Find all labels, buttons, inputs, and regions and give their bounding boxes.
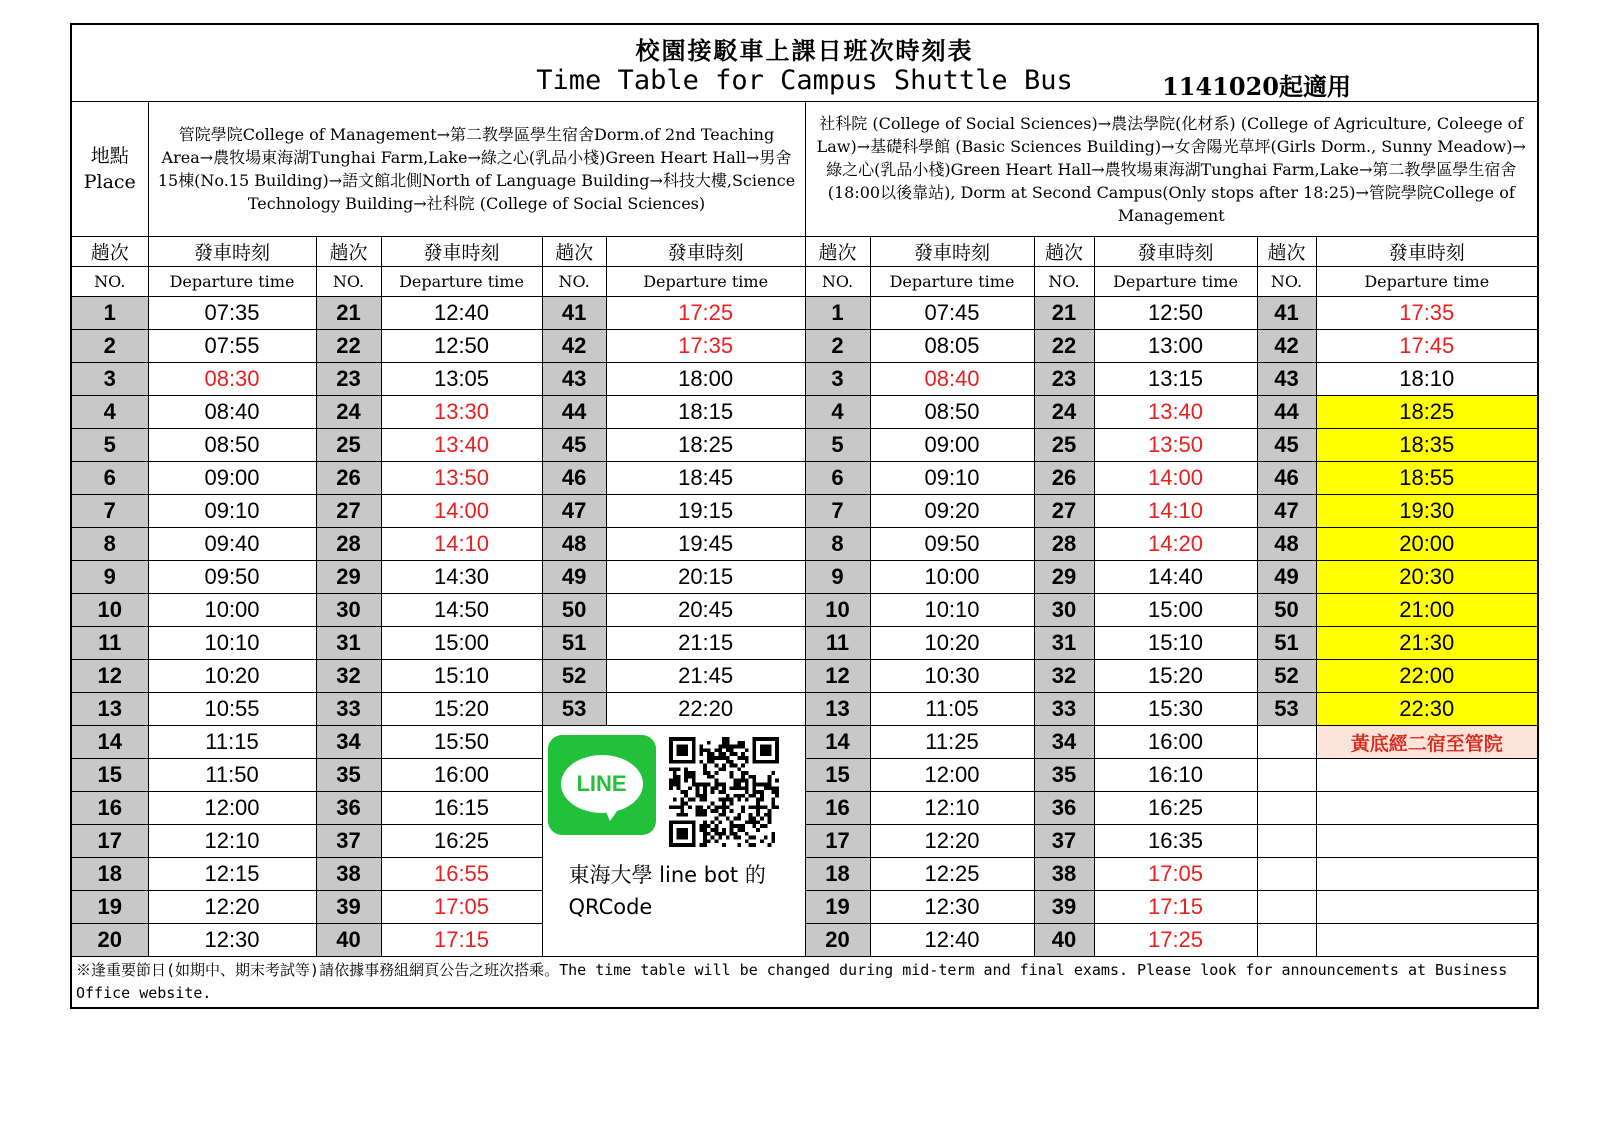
departure-time: 12:10 (870, 792, 1034, 825)
departure-time: 17:15 (381, 924, 542, 957)
trip-number: 16 (805, 792, 870, 825)
departure-time: 18:45 (606, 462, 805, 495)
qr-caption (569, 859, 766, 923)
trip-number: 45 (1257, 429, 1316, 462)
departure-time: 18:10 (1316, 363, 1538, 396)
departure-time: 12:00 (148, 792, 316, 825)
trip-number: 17 (71, 825, 148, 858)
trip-number: 39 (1034, 891, 1094, 924)
trip-number: 30 (316, 594, 381, 627)
table-row (71, 528, 1538, 561)
header-time-en: Departure time (1316, 267, 1538, 297)
departure-time: 15:20 (381, 693, 542, 726)
trip-number: 36 (1034, 792, 1094, 825)
table-row (71, 396, 1538, 429)
trip-number: 7 (71, 495, 148, 528)
departure-time: 15:10 (1094, 627, 1257, 660)
departure-time: 15:00 (381, 627, 542, 660)
trip-number: 47 (542, 495, 606, 528)
departure-time: 12:25 (870, 858, 1034, 891)
departure-time: 08:50 (148, 429, 316, 462)
trip-number: 33 (1034, 693, 1094, 726)
departure-time: 15:30 (1094, 693, 1257, 726)
trip-number: 50 (1257, 594, 1316, 627)
trip-number: 32 (1034, 660, 1094, 693)
line-logo-icon (548, 735, 656, 835)
trip-number: 19 (805, 891, 870, 924)
effective-date: 1141020起適用 (1162, 72, 1351, 101)
trip-number: 50 (542, 594, 606, 627)
empty-cell (1257, 759, 1316, 792)
table-row (71, 330, 1538, 363)
trip-number: 34 (316, 726, 381, 759)
table-row (71, 561, 1538, 594)
trip-number: 53 (1257, 693, 1316, 726)
header-no-en: NO. (542, 267, 606, 297)
trip-number: 46 (542, 462, 606, 495)
departure-time: 21:30 (1316, 627, 1538, 660)
departure-time: 10:20 (870, 627, 1034, 660)
title-chinese: 校園接駁車上課日班次時刻表 (635, 36, 974, 65)
table-row (71, 495, 1538, 528)
trip-number: 38 (1034, 858, 1094, 891)
empty-cell (1257, 726, 1316, 759)
departure-time: 17:05 (1094, 858, 1257, 891)
departure-time: 13:00 (1094, 330, 1257, 363)
trip-number: 5 (71, 429, 148, 462)
header-time-zh: 發車時刻 (606, 237, 805, 267)
departure-time: 10:30 (870, 660, 1034, 693)
trip-number: 15 (71, 759, 148, 792)
title-block (71, 24, 1538, 102)
header-no-en: NO. (1257, 267, 1316, 297)
departure-time: 18:55 (1316, 462, 1538, 495)
trip-number: 26 (316, 462, 381, 495)
departure-time: 12:30 (148, 924, 316, 957)
empty-cell (1316, 924, 1538, 957)
trip-number: 11 (805, 627, 870, 660)
trip-number: 52 (542, 660, 606, 693)
departure-time: 22:30 (1316, 693, 1538, 726)
trip-number: 48 (542, 528, 606, 561)
empty-cell (1257, 858, 1316, 891)
empty-cell (1257, 825, 1316, 858)
trip-number: 17 (805, 825, 870, 858)
trip-number: 37 (1034, 825, 1094, 858)
departure-time: 19:30 (1316, 495, 1538, 528)
departure-time: 13:30 (381, 396, 542, 429)
empty-cell (1316, 891, 1538, 924)
departure-time: 17:35 (1316, 297, 1538, 330)
header-no-zh: 趟次 (71, 237, 148, 267)
trip-number: 32 (316, 660, 381, 693)
empty-cell (1316, 858, 1538, 891)
departure-time: 19:15 (606, 495, 805, 528)
departure-time: 18:00 (606, 363, 805, 396)
departure-time: 17:05 (381, 891, 542, 924)
departure-time: 20:15 (606, 561, 805, 594)
departure-time: 22:20 (606, 693, 805, 726)
trip-number: 9 (71, 561, 148, 594)
footer-note: ※逢重要節日(如期中、期末考試等)請依據事務組網頁公告之班次搭乘。The time table will be changed during mid-term and final exams. Please look for announcements at Business Office website. (71, 957, 1538, 1009)
trip-number: 14 (71, 726, 148, 759)
trip-number: 34 (1034, 726, 1094, 759)
departure-time: 14:20 (1094, 528, 1257, 561)
departure-time: 08:05 (870, 330, 1034, 363)
table-row (71, 462, 1538, 495)
line-bot-qr-block (542, 726, 805, 957)
table-row (71, 693, 1538, 726)
header-time-en: Departure time (381, 267, 542, 297)
trip-number: 12 (71, 660, 148, 693)
departure-time: 10:10 (870, 594, 1034, 627)
departure-time: 08:40 (148, 396, 316, 429)
departure-time: 14:10 (1094, 495, 1257, 528)
departure-time: 08:40 (870, 363, 1034, 396)
header-time-en: Departure time (1094, 267, 1257, 297)
departure-time: 16:25 (1094, 792, 1257, 825)
departure-time: 14:50 (381, 594, 542, 627)
departure-time: 14:40 (1094, 561, 1257, 594)
departure-time: 17:15 (1094, 891, 1257, 924)
trip-number: 41 (1257, 297, 1316, 330)
table-row (71, 594, 1538, 627)
yellow-highlight-note: 黃底經二宿至管院 (1316, 726, 1538, 759)
departure-time: 13:50 (381, 462, 542, 495)
trip-number: 3 (71, 363, 148, 396)
departure-time: 13:50 (1094, 429, 1257, 462)
departure-time: 21:45 (606, 660, 805, 693)
trip-number: 44 (542, 396, 606, 429)
trip-number: 19 (71, 891, 148, 924)
departure-time: 13:40 (381, 429, 542, 462)
trip-number: 29 (1034, 561, 1094, 594)
departure-time: 10:00 (870, 561, 1034, 594)
departure-time: 20:00 (1316, 528, 1538, 561)
departure-time: 16:15 (381, 792, 542, 825)
trip-number: 28 (316, 528, 381, 561)
trip-number: 40 (316, 924, 381, 957)
trip-number: 1 (805, 297, 870, 330)
departure-time: 12:40 (381, 297, 542, 330)
departure-time: 12:40 (870, 924, 1034, 957)
header-no-zh: 趟次 (316, 237, 381, 267)
departure-time: 13:15 (1094, 363, 1257, 396)
trip-number: 11 (71, 627, 148, 660)
trip-number: 40 (1034, 924, 1094, 957)
empty-cell (1316, 825, 1538, 858)
trip-number: 39 (316, 891, 381, 924)
trip-number: 46 (1257, 462, 1316, 495)
departure-time: 16:00 (1094, 726, 1257, 759)
trip-number: 18 (805, 858, 870, 891)
departure-time: 09:50 (870, 528, 1034, 561)
trip-number: 8 (805, 528, 870, 561)
trip-number: 45 (542, 429, 606, 462)
trip-number: 42 (542, 330, 606, 363)
trip-number: 43 (542, 363, 606, 396)
departure-time: 10:55 (148, 693, 316, 726)
departure-time: 09:20 (870, 495, 1034, 528)
departure-time: 17:45 (1316, 330, 1538, 363)
trip-number: 12 (805, 660, 870, 693)
departure-time: 21:00 (1316, 594, 1538, 627)
departure-time: 12:30 (870, 891, 1034, 924)
header-no-zh: 趟次 (1034, 237, 1094, 267)
route-right: 社科院 (College of Social Sciences)→農法學院(化材系) (College of Agriculture, Coleege of Law)→基礎科學館 (Basic Sciences Building)→女舍陽光草坪(Girls Dorm., Sunny Meadow)→綠之心(乳品小棧)Green Heart Hall→農牧場東海湖Tunghai Farm,Lake→第二教學區學生宿舍(18:00以後靠站), Dorm at Second Campus(Only stops after 18:25)→管院學院College of Management (805, 102, 1538, 237)
trip-number: 13 (805, 693, 870, 726)
trip-number: 8 (71, 528, 148, 561)
qr-code-icon[interactable] (669, 737, 779, 847)
trip-number: 51 (1257, 627, 1316, 660)
departure-time: 09:40 (148, 528, 316, 561)
departure-time: 15:00 (1094, 594, 1257, 627)
line-logo-text: LINE (576, 771, 627, 796)
header-time-zh: 發車時刻 (381, 237, 542, 267)
departure-time: 11:15 (148, 726, 316, 759)
departure-time: 17:25 (606, 297, 805, 330)
departure-time: 12:50 (1094, 297, 1257, 330)
qr-caption-line2: QRCode (568, 895, 653, 919)
departure-time: 14:00 (381, 495, 542, 528)
trip-number: 48 (1257, 528, 1316, 561)
header-no-en: NO. (71, 267, 148, 297)
departure-time: 09:10 (870, 462, 1034, 495)
table-row (71, 363, 1538, 396)
trip-number: 2 (71, 330, 148, 363)
departure-time: 16:10 (1094, 759, 1257, 792)
departure-time: 12:00 (870, 759, 1034, 792)
header-time-en: Departure time (870, 267, 1034, 297)
table-row (71, 726, 1538, 759)
header-time-en: Departure time (606, 267, 805, 297)
trip-number: 25 (316, 429, 381, 462)
trip-number: 6 (805, 462, 870, 495)
trip-number: 49 (542, 561, 606, 594)
trip-number: 21 (1034, 297, 1094, 330)
trip-number: 26 (1034, 462, 1094, 495)
departure-time: 16:35 (1094, 825, 1257, 858)
departure-time: 18:35 (1316, 429, 1538, 462)
trip-number: 33 (316, 693, 381, 726)
departure-time: 16:00 (381, 759, 542, 792)
header-no-en: NO. (316, 267, 381, 297)
departure-time: 09:00 (870, 429, 1034, 462)
departure-time: 07:55 (148, 330, 316, 363)
departure-time: 18:25 (606, 429, 805, 462)
header-time-zh: 發車時刻 (1316, 237, 1538, 267)
departure-time: 07:35 (148, 297, 316, 330)
trip-number: 31 (316, 627, 381, 660)
place-label-en: Place (83, 171, 136, 193)
table-row (71, 429, 1538, 462)
departure-time: 15:50 (381, 726, 542, 759)
departure-time: 13:05 (381, 363, 542, 396)
trip-number: 31 (1034, 627, 1094, 660)
trip-number: 35 (1034, 759, 1094, 792)
trip-number: 9 (805, 561, 870, 594)
route-left: 管院學院College of Management→第二教學區學生宿舍Dorm.of 2nd Teaching Area→農牧場東海湖Tunghai Farm,Lake→綠之心(乳品小棧)Green Heart Hall→男舍15棟(No.15 Building)→語文館北側North of Language Building→科技大樓,Science Technology Building→社科院 (College of Social Sciences) (148, 102, 805, 237)
departure-time: 08:30 (148, 363, 316, 396)
trip-number: 22 (316, 330, 381, 363)
header-time-zh: 發車時刻 (1094, 237, 1257, 267)
departure-time: 13:40 (1094, 396, 1257, 429)
trip-number: 5 (805, 429, 870, 462)
trip-number: 3 (805, 363, 870, 396)
departure-time: 09:00 (148, 462, 316, 495)
departure-time: 12:10 (148, 825, 316, 858)
trip-number: 15 (805, 759, 870, 792)
header-no-en: NO. (1034, 267, 1094, 297)
trip-number: 53 (542, 693, 606, 726)
departure-time: 20:45 (606, 594, 805, 627)
table-row (71, 297, 1538, 330)
header-no-zh: 趟次 (1257, 237, 1316, 267)
trip-number: 14 (805, 726, 870, 759)
departure-time: 12:50 (381, 330, 542, 363)
departure-time: 17:35 (606, 330, 805, 363)
trip-number: 44 (1257, 396, 1316, 429)
empty-cell (1316, 759, 1538, 792)
trip-number: 4 (71, 396, 148, 429)
trip-number: 21 (316, 297, 381, 330)
departure-time: 21:15 (606, 627, 805, 660)
trip-number: 38 (316, 858, 381, 891)
departure-time: 14:00 (1094, 462, 1257, 495)
trip-number: 42 (1257, 330, 1316, 363)
departure-time: 16:55 (381, 858, 542, 891)
trip-number: 35 (316, 759, 381, 792)
trip-number: 24 (316, 396, 381, 429)
trip-number: 43 (1257, 363, 1316, 396)
trip-number: 49 (1257, 561, 1316, 594)
trip-number: 52 (1257, 660, 1316, 693)
trip-number: 27 (1034, 495, 1094, 528)
departure-time: 11:25 (870, 726, 1034, 759)
trip-number: 27 (316, 495, 381, 528)
departure-time: 10:20 (148, 660, 316, 693)
table-row (71, 660, 1538, 693)
departure-time: 07:45 (870, 297, 1034, 330)
trip-number: 18 (71, 858, 148, 891)
trip-number: 25 (1034, 429, 1094, 462)
departure-time: 17:25 (1094, 924, 1257, 957)
departure-time: 20:30 (1316, 561, 1538, 594)
departure-time: 12:20 (870, 825, 1034, 858)
header-time-en: Departure time (148, 267, 316, 297)
trip-number: 30 (1034, 594, 1094, 627)
trip-number: 23 (316, 363, 381, 396)
departure-time: 15:10 (381, 660, 542, 693)
trip-number: 4 (805, 396, 870, 429)
departure-time: 11:50 (148, 759, 316, 792)
trip-number: 37 (316, 825, 381, 858)
header-time-zh: 發車時刻 (148, 237, 316, 267)
departure-time: 10:10 (148, 627, 316, 660)
trip-number: 2 (805, 330, 870, 363)
header-no-en: NO. (805, 267, 870, 297)
departure-time: 16:25 (381, 825, 542, 858)
departure-time: 09:10 (148, 495, 316, 528)
trip-number: 47 (1257, 495, 1316, 528)
departure-time: 11:05 (870, 693, 1034, 726)
departure-time: 09:50 (148, 561, 316, 594)
departure-time: 12:15 (148, 858, 316, 891)
trip-number: 23 (1034, 363, 1094, 396)
departure-time: 14:10 (381, 528, 542, 561)
trip-number: 20 (71, 924, 148, 957)
header-time-zh: 發車時刻 (870, 237, 1034, 267)
trip-number: 20 (805, 924, 870, 957)
trip-number: 10 (805, 594, 870, 627)
title-english: Time Table for Campus Shuttle Bus (536, 65, 1073, 96)
trip-number: 7 (805, 495, 870, 528)
trip-number: 41 (542, 297, 606, 330)
trip-number: 6 (71, 462, 148, 495)
departure-time: 22:00 (1316, 660, 1538, 693)
departure-time: 15:20 (1094, 660, 1257, 693)
trip-number: 10 (71, 594, 148, 627)
trip-number: 13 (71, 693, 148, 726)
departure-time: 18:25 (1316, 396, 1538, 429)
departure-time: 08:50 (870, 396, 1034, 429)
trip-number: 16 (71, 792, 148, 825)
table-row (71, 627, 1538, 660)
trip-number: 24 (1034, 396, 1094, 429)
place-label (71, 102, 148, 237)
qr-caption-line1: 東海大學 line bot 的 (568, 863, 766, 887)
trip-number: 28 (1034, 528, 1094, 561)
empty-cell (1257, 891, 1316, 924)
trip-number: 1 (71, 297, 148, 330)
trip-number: 22 (1034, 330, 1094, 363)
empty-cell (1316, 792, 1538, 825)
shuttle-timetable (70, 23, 1539, 1009)
departure-time: 14:30 (381, 561, 542, 594)
departure-time: 12:20 (148, 891, 316, 924)
header-no-zh: 趟次 (542, 237, 606, 267)
trip-number: 36 (316, 792, 381, 825)
departure-time: 19:45 (606, 528, 805, 561)
empty-cell (1257, 792, 1316, 825)
departure-time: 10:00 (148, 594, 316, 627)
empty-cell (1257, 924, 1316, 957)
departure-time: 18:15 (606, 396, 805, 429)
place-label-zh: 地點 (90, 145, 129, 167)
trip-number: 29 (316, 561, 381, 594)
trip-number: 51 (542, 627, 606, 660)
header-no-zh: 趟次 (805, 237, 870, 267)
